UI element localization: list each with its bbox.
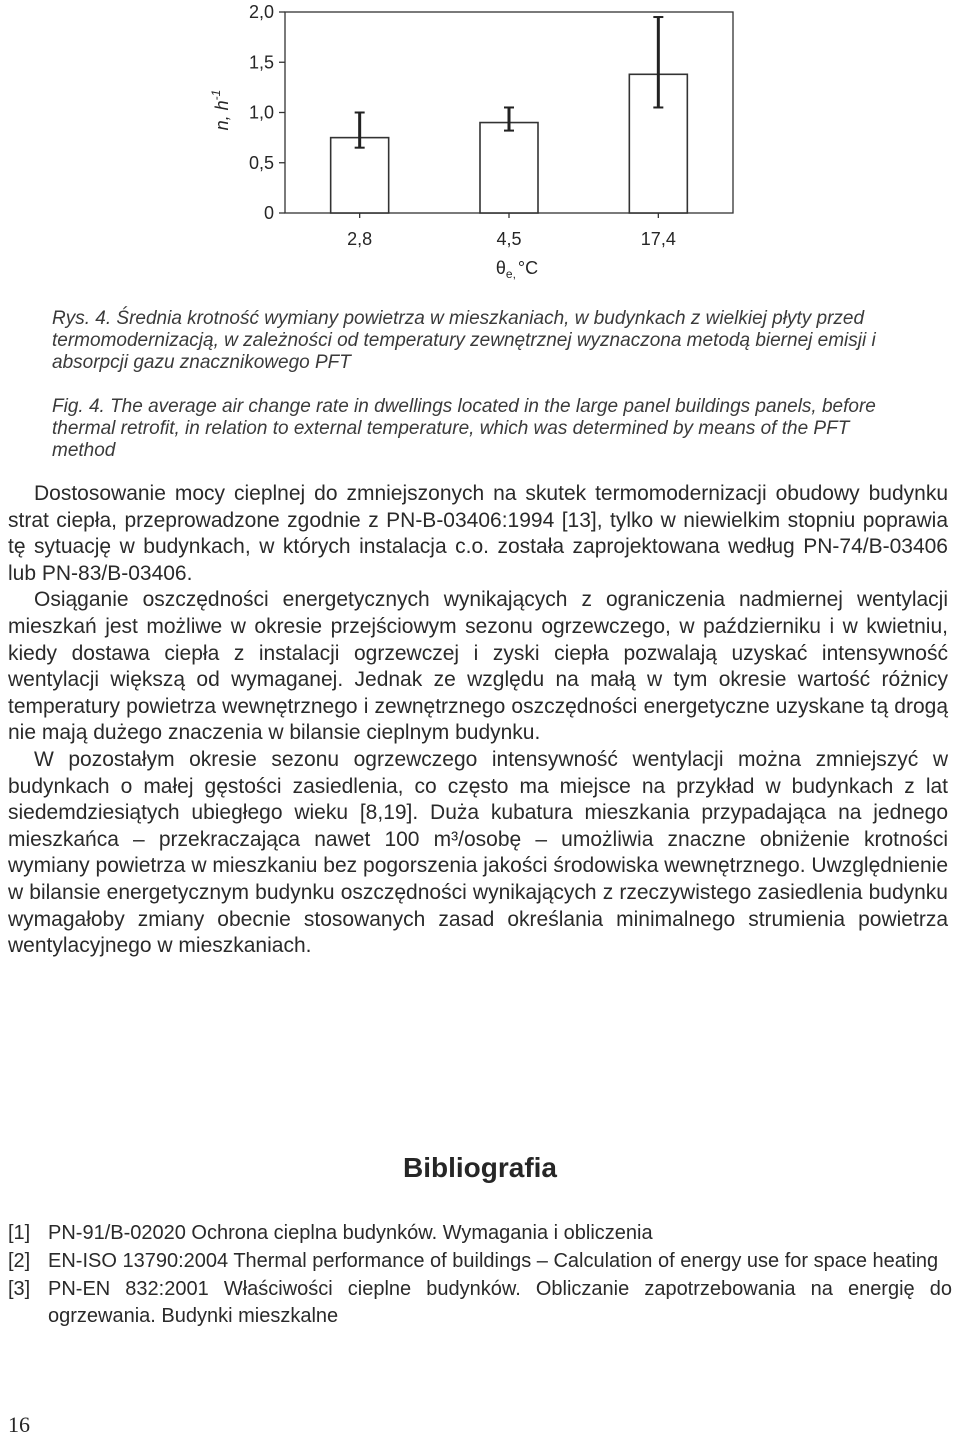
bibliography-item <box>8 1220 952 1247</box>
y-axis-label: n, $h^{-1}$ <box>209 89 232 131</box>
bibliography-heading: Bibliografia <box>402 1152 557 1183</box>
reference-number: [1] <box>8 1222 31 1244</box>
reference-text: PN-91/B-02020 Ochrona cieplna budynków. Wymagania i obliczenia <box>48 1222 653 1244</box>
bar-chart <box>0 0 960 290</box>
reference-number: [2] <box>8 1250 31 1273</box>
paragraph: Osiąganie oszczędności energetycznych wynikających z ograniczenia nadmiernej wentylacji mieszkań jest możliwe w okresie przejściowym sezonu ogrzewczego, w październiku i w kwietniu, kiedy dostawa ciepła z instalacji ogrzewczej i zyski ciepła pozwalają uzyskać intensywność wentylacji większą od wymaganej. Jednak ze względu na małą w tym okresie wartość różnicy temperatury powietrza wewnętrznego i zewnętrznego oszczędności energetyczne uzyskane tą drogą nie mają dużego znaczenia w bilansie cieplnym budynku. <box>8 588 948 745</box>
y-tick-label: 0 <box>263 203 274 223</box>
caption-pl-text: Rys. 4. Średnia krotność wymiany powietrza w mieszkaniach, w budynkach z wielkiej płyty przed termomodernizacją, w zależności od temperatury zewnętrznej wyznaczona metodą biernej emisji i absorpcji gazu znacznikowego PFT <box>52 308 876 373</box>
x-tick-label: 2,8 <box>347 229 373 249</box>
figure-caption-english <box>52 396 912 462</box>
paragraph: W pozostałym okresie sezonu ogrzewczego intensywność wentylacji można zmniejszyć w budynkach o małej gęstości zasiedlenia, co często ma miejsce na przykład w budynkach z lat siedemdziesiątych ubiegłego wieku [8,19]. Duża kubatura mieszkania przypadająca na jednego mieszkańca – przekraczająca nawet 100 m³/osobę – umożliwia znaczne obniżenie krotności wymiany powietrza w mieszkaniu bez pogorszenia jakości środowiska wewnętrznego. Uwzględnienie w bilansie energetycznym budynku oszczędności wynikających z rzeczywistego zasiedlenia budynku wymagałoby zmiany obecnie stosowanych zasad określania minimalnego strumienia powietrza wentylacyjnego w mieszkaniach. <box>8 747 948 958</box>
body-text <box>8 481 948 960</box>
bar <box>331 138 389 213</box>
bibliography-item <box>8 1248 952 1275</box>
y-tick-label: 0,5 <box>248 152 274 173</box>
paragraph: Dostosowanie mocy cieplnej do zmniejszonych na skutek termomodernizacji obudowy budynku strat ciepła, przeprowadzone zgodnie z PN-B-03406:1994 [13], tylko w niewielkim stopniu poprawia tę sytuację w budynkach, w których instalacja c.o. została zaprojektowana według PN-74/B-03406 lub PN-83/B-03406. <box>8 482 948 585</box>
y-tick-label: 1,0 <box>248 102 274 123</box>
bibliography-list <box>8 1220 952 1331</box>
reference-text: PN-EN 832:2001 Właściwości cieplne budynków. Obliczanie zapotrzebowania na energię do ogrzewania. Budynki mieszkalne <box>48 1278 952 1327</box>
x-axis-label: $\theta_{e,}$ °C <box>495 258 539 281</box>
reference-text: EN-ISO 13790:2004 Thermal performance of buildings – Calculation of energy use for space heating <box>48 1250 939 1273</box>
x-tick-label: 4,5 <box>496 229 522 249</box>
y-tick-label: 2,0 <box>248 2 274 22</box>
y-tick-label: 1,5 <box>248 52 274 73</box>
page-number: 16 <box>8 1412 30 1437</box>
bar <box>480 123 538 213</box>
x-tick-label: 17,4 <box>640 229 676 249</box>
caption-en-text: Fig. 4. The average air change rate in dwellings located in the large panel buildings panels, before thermal retrofit, in relation to external temperature, which was determined by means of the PFT method <box>52 396 876 461</box>
figure-caption-polish <box>52 308 912 374</box>
bibliography-item <box>8 1276 952 1329</box>
reference-number: [3] <box>8 1278 31 1301</box>
